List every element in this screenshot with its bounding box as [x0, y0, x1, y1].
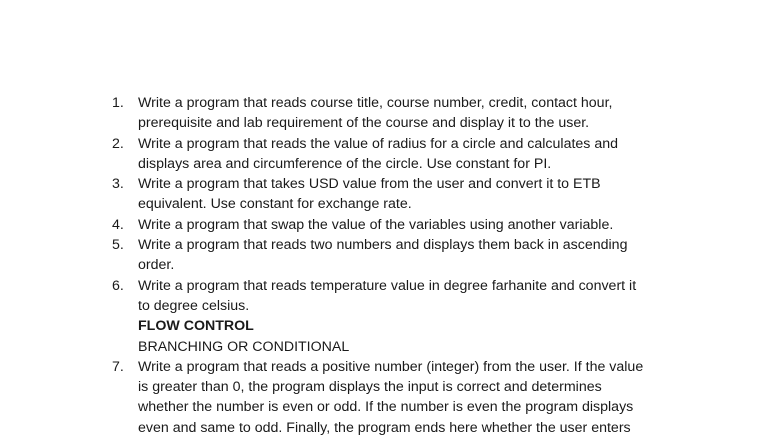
list-item	[112, 276, 712, 317]
item-text: Write a program that reads the value of radius for a circle and calculates and displays area and circumference of the circle. Use constant for PI.	[138, 135, 618, 172]
list-item	[112, 134, 712, 175]
item-text: Write a program that reads a positive number (integer) from the user. If the value is greater than 0, the program displays the input is correct and determines whether the number is even or odd. If the number is even the program displays even and same to odd. Finally, the program ends here whether the user enters	[138, 358, 644, 436]
item-number: 1.	[112, 95, 124, 111]
item-number: 5.	[112, 237, 124, 254]
item-number: 4.	[112, 216, 124, 233]
list-item	[112, 357, 712, 438]
item-text: Write a program that reads course title, course number, credit, contact hour, prerequisite and lab requirement of the course and display it to the user.	[138, 95, 613, 132]
item-number: 2.	[112, 135, 124, 152]
item-text: Write a program that reads two numbers and displays them back in ascending order.	[138, 237, 628, 274]
list-item	[112, 215, 712, 235]
item-number: 7.	[112, 358, 124, 375]
item-text: Write a program that swap the value of the variables using another variable.	[138, 216, 614, 233]
list-item	[112, 93, 712, 134]
item-text: Write a program that takes USD value from the user and convert it to ETB equivalent. Use constant for exchange rate.	[138, 176, 601, 213]
exercise-list	[112, 93, 712, 438]
item-text: Write a program that reads temperature value in degree farhanite and convert it to degree celsius.	[138, 277, 637, 314]
section-heading: FLOW CONTROL	[138, 318, 254, 335]
subsection-heading: BRANCHING OR CONDITIONAL	[138, 338, 350, 355]
item-number: 3.	[112, 176, 124, 193]
item-number: 6.	[112, 277, 124, 294]
list-item	[112, 174, 712, 215]
list-item	[112, 235, 712, 276]
